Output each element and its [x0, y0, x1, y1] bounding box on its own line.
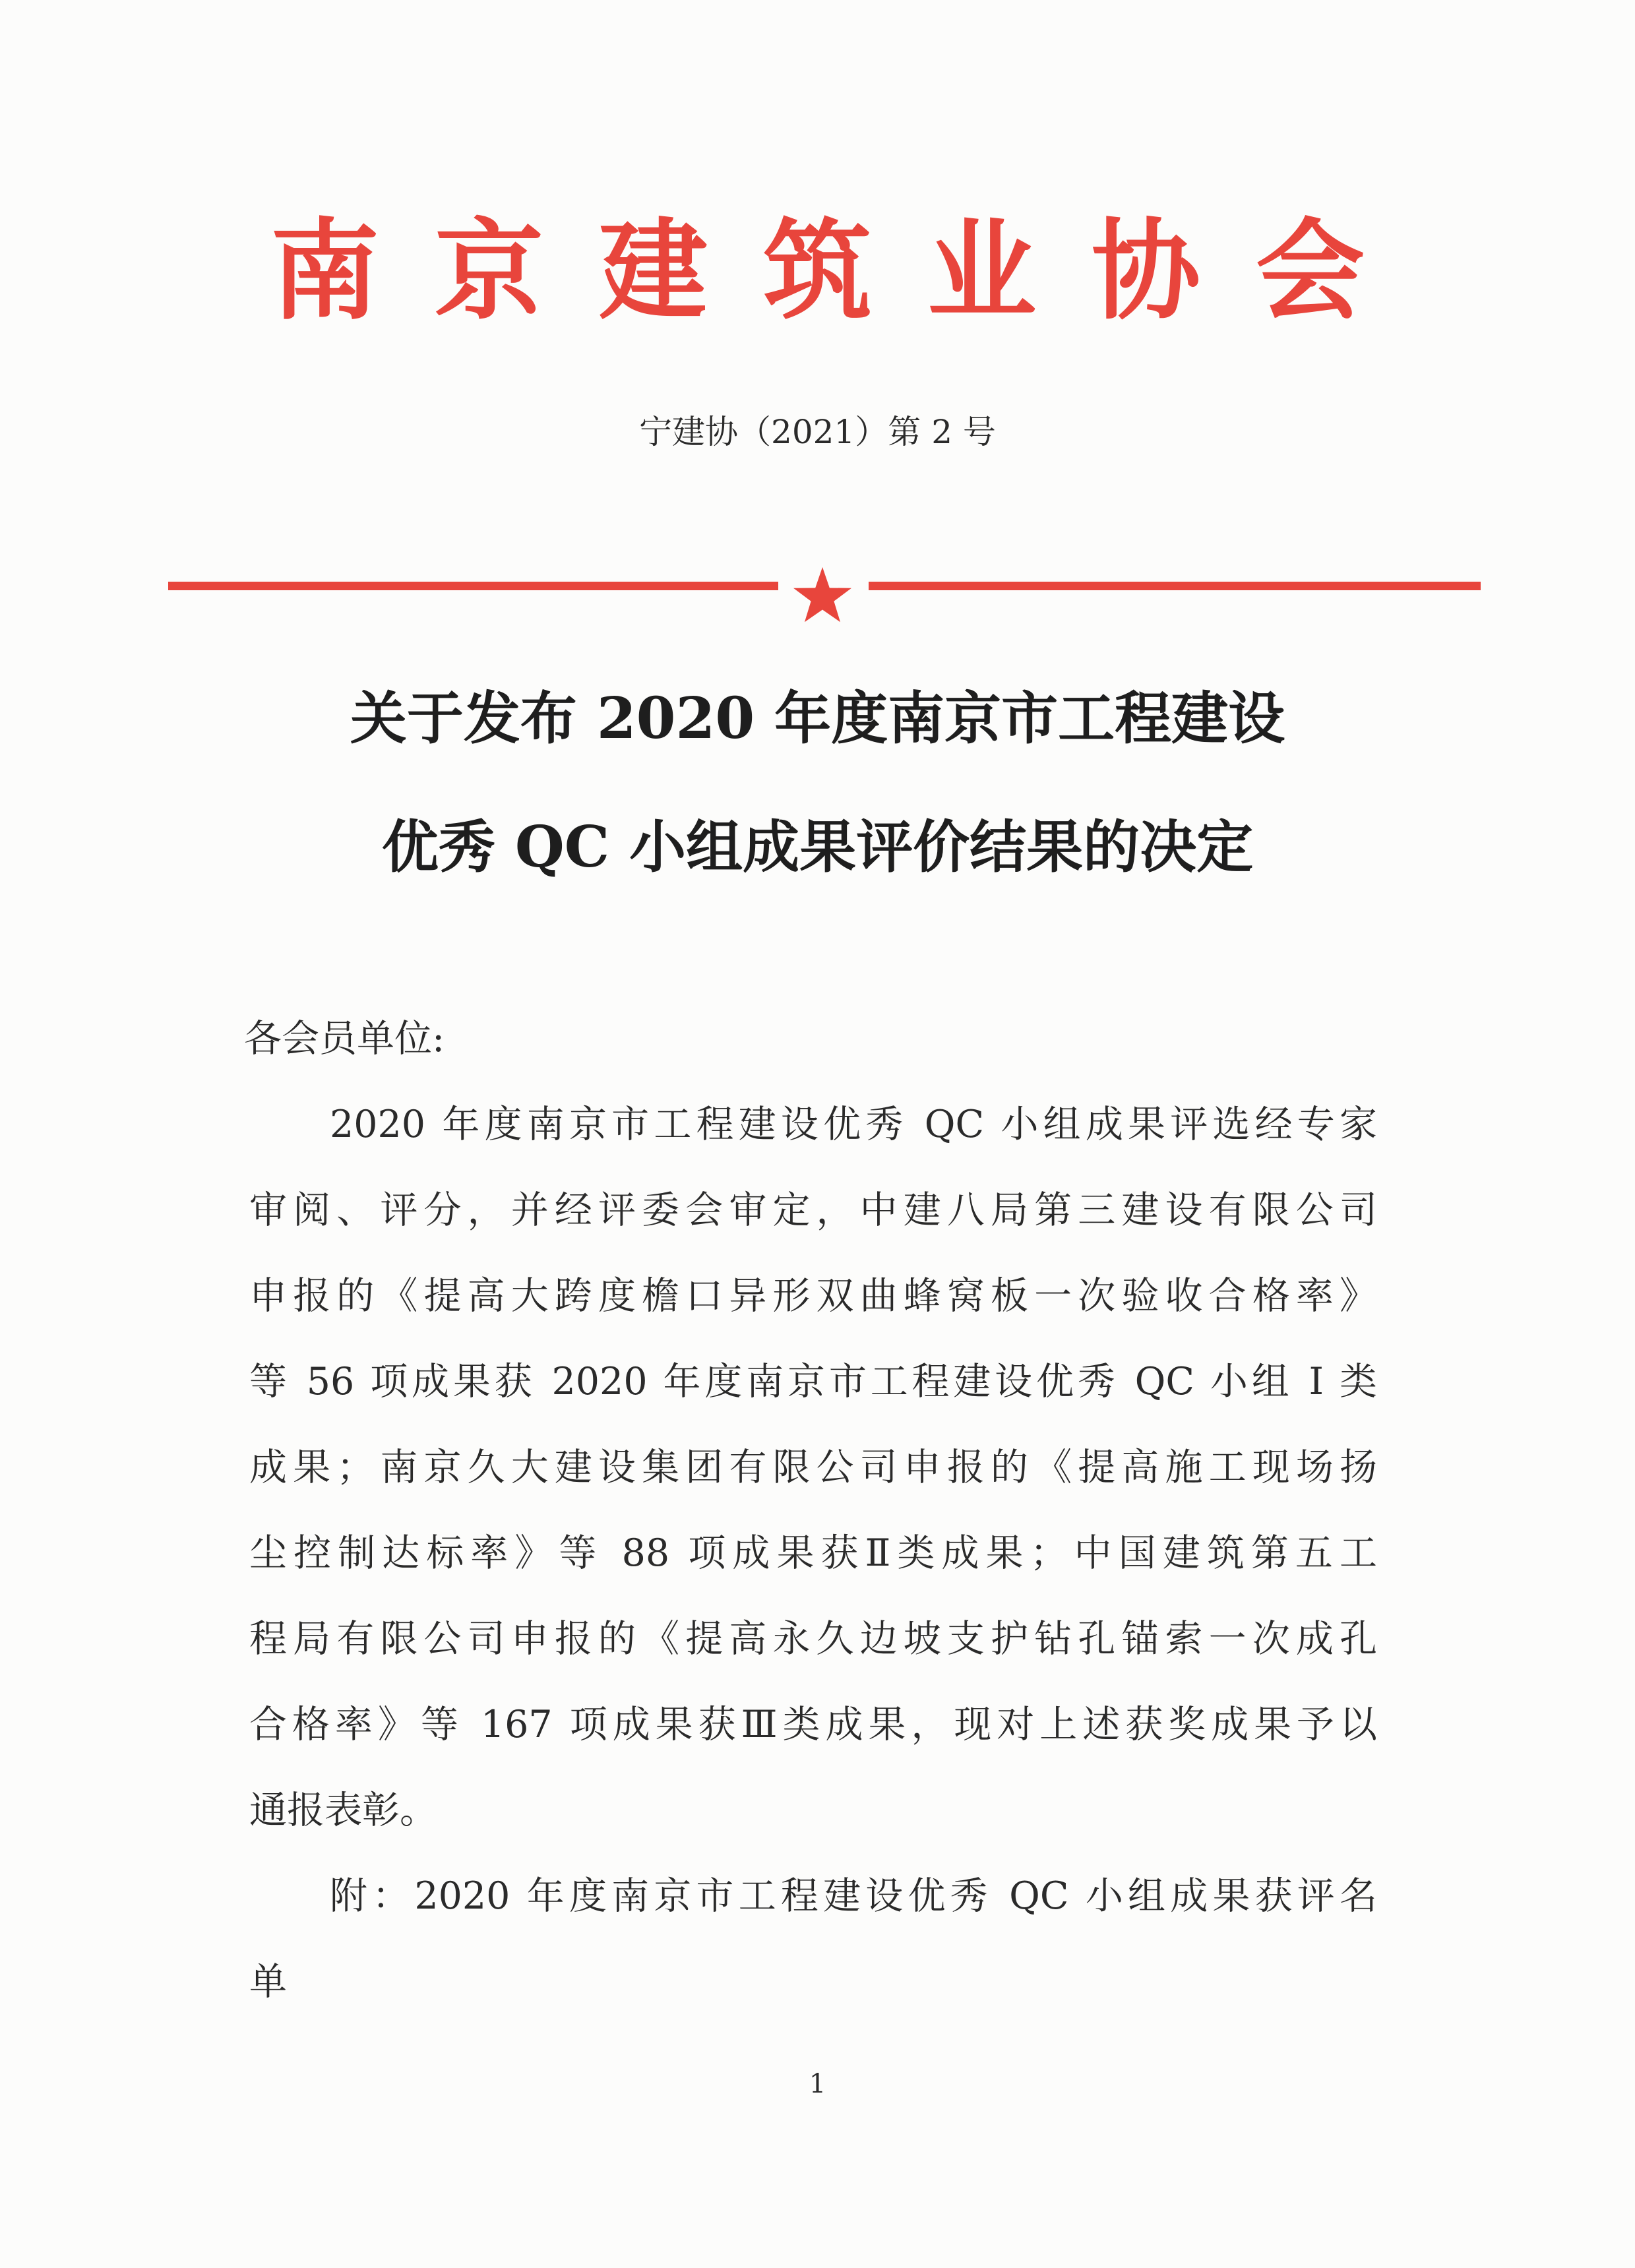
organization-header: 南京建筑业协会	[270, 206, 1420, 334]
salutation: 各会员单位:	[244, 1017, 445, 1060]
paragraph-line: 程局有限公司申报的《提高永久边坡支护钻孔锚索一次成孔	[249, 1617, 1377, 1661]
paragraph-line: 成果；南京久大建设集团有限公司申报的《提高施工现场扬	[249, 1446, 1377, 1489]
document-title-line-2: 优秀 QC 小组成果评价结果的决定	[381, 814, 1254, 880]
document-title-line-1: 关于发布 2020 年度南京市工程建设	[350, 685, 1285, 752]
header-divider-right	[869, 582, 1481, 590]
document-number: 宁建协（2021）第 2 号	[639, 413, 996, 451]
paragraph-line: 审阅、评分，并经评委会审定，中建八局第三建设有限公司	[249, 1188, 1377, 1232]
page-number: 1	[809, 2069, 826, 2099]
attachment-line: 附：2020 年度南京市工程建设优秀 QC 小组成果获评名	[330, 1874, 1377, 1918]
header-divider-left	[168, 582, 778, 590]
paragraph-line: 等 56 项成果获 2020 年度南京市工程建设优秀 QC 小组 I 类	[249, 1360, 1377, 1403]
paragraph-line: 尘控制达标率》等 88 项成果获Ⅱ类成果；中国建筑第五工	[249, 1531, 1377, 1575]
paragraph-line: 2020 年度南京市工程建设优秀 QC 小组成果评选经专家	[330, 1103, 1377, 1146]
paragraph-line: 合格率》等 167 项成果获Ⅲ类成果，现对上述获奖成果予以	[249, 1703, 1377, 1746]
paragraph-line: 通报表彰。	[249, 1789, 437, 1832]
star-icon	[792, 566, 853, 624]
attachment-line: 单	[249, 1960, 287, 2004]
paragraph-line: 申报的《提高大跨度檐口异形双曲蜂窝板一次验收合格率》	[249, 1274, 1377, 1318]
